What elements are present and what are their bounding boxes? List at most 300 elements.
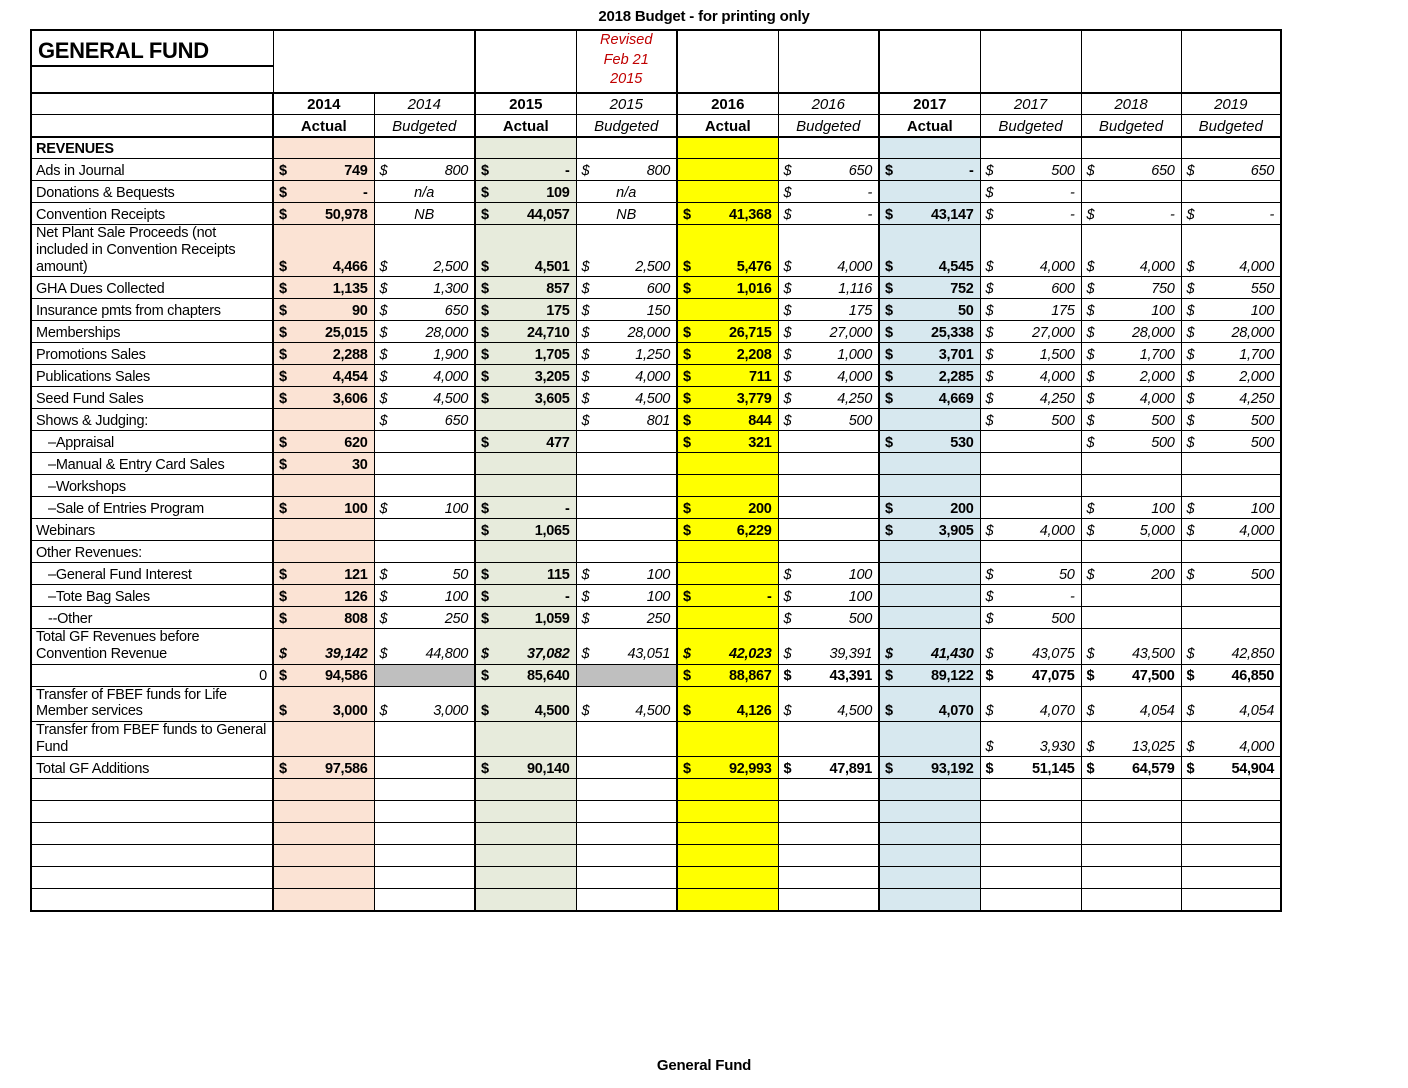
cell-value: 100: [444, 588, 468, 605]
currency-symbol: $: [379, 566, 388, 583]
currency-symbol: $: [279, 184, 287, 201]
currency-cell: [678, 391, 778, 409]
cell-value: 46,850: [1231, 667, 1274, 684]
col-kind-2016-actual: Actual: [677, 115, 778, 137]
empty-cell: [980, 845, 1081, 867]
cell-value: 13,025: [1131, 738, 1175, 755]
cell-value: 90: [351, 302, 368, 319]
currency-symbol: $: [1086, 162, 1095, 179]
table-cell: [273, 757, 374, 779]
row-label-text: –Tote Bag Sales: [48, 588, 150, 605]
cell-value: 50: [452, 566, 468, 583]
currency-cell: [1182, 739, 1281, 757]
table-cell: [1081, 225, 1181, 277]
cell-value: 1,116: [838, 280, 872, 297]
table-cell: [576, 299, 677, 321]
currency-symbol: $: [279, 346, 287, 363]
table-row: [31, 497, 1281, 519]
table-row: [31, 321, 1281, 343]
row-label-text: Ads in Journal: [36, 162, 125, 179]
currency-symbol: $: [985, 184, 994, 201]
currency-symbol: $: [379, 162, 388, 179]
table-cell: [879, 563, 980, 585]
currency-symbol: $: [1086, 206, 1095, 223]
table-cell: [980, 664, 1081, 686]
cell-value: 500: [1250, 566, 1274, 583]
currency-symbol: $: [683, 258, 691, 275]
cell-value: 600: [1051, 280, 1075, 297]
currency-symbol: $: [885, 280, 893, 297]
empty-cell: [273, 823, 374, 845]
currency-cell: [375, 281, 475, 299]
cell-value: 100: [848, 566, 872, 583]
table-cell: [374, 203, 475, 225]
table-cell: [273, 321, 374, 343]
table-cell: [1181, 159, 1281, 181]
currency-cell: [880, 163, 980, 181]
table-cell: [677, 686, 778, 721]
currency-cell: [1182, 761, 1281, 779]
cell-value: 500: [1151, 434, 1175, 451]
currency-cell: [1182, 303, 1281, 321]
currency-cell: [981, 413, 1081, 431]
currency-symbol: $: [885, 258, 893, 275]
cell-value: 64,579: [1131, 760, 1175, 777]
currency-symbol: $: [1086, 324, 1095, 341]
currency-cell: [1082, 567, 1181, 585]
cell-value: 39,391: [829, 645, 872, 662]
table-row: [31, 299, 1281, 321]
currency-symbol: $: [581, 302, 590, 319]
table-cell: [1181, 365, 1281, 387]
table-row: [31, 225, 1281, 277]
currency-symbol: $: [1186, 412, 1195, 429]
table-cell: [980, 203, 1081, 225]
currency-symbol: $: [683, 368, 691, 385]
cell-value: -: [362, 184, 368, 201]
table-row: [31, 721, 1281, 756]
table-cell: [1081, 629, 1181, 664]
cell-value: 200: [1151, 566, 1175, 583]
currency-cell: [476, 303, 576, 321]
table-row: [31, 277, 1281, 299]
cell-value: 100: [344, 500, 368, 517]
currency-symbol: $: [985, 324, 994, 341]
table-cell: [475, 607, 576, 629]
currency-cell: [1182, 435, 1281, 453]
currency-symbol: $: [683, 324, 691, 341]
currency-cell: [274, 207, 374, 225]
currency-cell: [375, 325, 475, 343]
table-cell: [778, 585, 879, 607]
empty-row: [31, 889, 1281, 911]
cell-value: -: [564, 588, 570, 605]
currency-cell: [274, 325, 374, 343]
column-year-header-row: [31, 93, 1281, 115]
currency-cell: [1082, 369, 1181, 387]
col-kind-2017-budgeted: Budgeted: [980, 115, 1081, 137]
table-cell: [980, 343, 1081, 365]
currency-symbol: $: [1086, 258, 1095, 275]
currency-symbol: $: [481, 760, 489, 777]
cell-value: 550: [1250, 280, 1274, 297]
currency-cell: [678, 281, 778, 299]
row-label-cell: [31, 721, 273, 756]
currency-symbol: $: [885, 302, 893, 319]
cell-value: 500: [848, 412, 872, 429]
currency-symbol: $: [581, 390, 590, 407]
empty-cell: [475, 779, 576, 801]
currency-symbol: $: [581, 645, 590, 662]
table-cell: [1181, 343, 1281, 365]
row-label-text: Memberships: [36, 324, 121, 341]
row-label-cell: [31, 475, 273, 497]
empty-cell: [778, 779, 879, 801]
empty-cell: [1081, 845, 1181, 867]
currency-cell: [880, 523, 980, 541]
cell-value: 500: [1051, 610, 1075, 627]
row-label-text: Shows & Judging:: [36, 412, 149, 429]
cell-value: 26,715: [728, 324, 772, 341]
table-cell: [576, 563, 677, 585]
table-cell: [374, 721, 475, 756]
currency-cell: [779, 567, 879, 585]
currency-symbol: $: [379, 390, 388, 407]
cell-value: 43,051: [627, 645, 670, 662]
table-cell: [778, 431, 879, 453]
currency-symbol: $: [1186, 324, 1195, 341]
table-cell: [273, 409, 374, 431]
cell-value: 100: [646, 566, 670, 583]
currency-cell: [779, 347, 879, 365]
cell-value: 2,500: [635, 258, 670, 275]
currency-symbol: $: [1186, 566, 1195, 583]
row-label-text: Webinars: [36, 522, 95, 539]
currency-symbol: $: [683, 645, 691, 662]
currency-symbol: $: [683, 522, 691, 539]
currency-cell: [678, 435, 778, 453]
currency-cell: [981, 347, 1081, 365]
table-cell: [677, 629, 778, 664]
cell-value: 27,000: [1031, 324, 1075, 341]
currency-cell: [1182, 163, 1281, 181]
empty-cell: [1081, 889, 1181, 911]
currency-symbol: $: [581, 610, 590, 627]
currency-symbol: $: [1086, 412, 1095, 429]
empty-cell: [576, 845, 677, 867]
row-label-cell: [31, 299, 273, 321]
table-cell: [1081, 686, 1181, 721]
cell-value: 4,054: [1139, 703, 1175, 720]
table-cell: [475, 475, 576, 497]
currency-cell: [1082, 739, 1181, 757]
table-cell: [374, 277, 475, 299]
cell-value: 4,000: [1239, 258, 1274, 275]
kind-header-blank: [31, 115, 273, 137]
table-cell: [1081, 585, 1181, 607]
currency-cell: [981, 281, 1081, 299]
table-cell: [879, 225, 980, 277]
table-row: [31, 585, 1281, 607]
table-cell: [576, 519, 677, 541]
currency-cell: [779, 589, 879, 607]
currency-cell: [476, 523, 576, 541]
currency-symbol: $: [481, 703, 489, 720]
currency-symbol: $: [985, 346, 994, 363]
currency-symbol: $: [885, 645, 893, 662]
table-cell: [879, 497, 980, 519]
table-cell: [980, 159, 1081, 181]
currency-symbol: $: [1186, 390, 1195, 407]
empty-cell: [1181, 867, 1281, 889]
table-cell: [1181, 181, 1281, 203]
cell-value: 4,669: [938, 390, 974, 407]
currency-symbol: $: [581, 566, 590, 583]
header-blank-f: [980, 30, 1081, 93]
empty-row-label: [31, 801, 273, 823]
currency-cell: [476, 435, 576, 453]
cell-value: 4,000: [635, 368, 670, 385]
currency-cell: [375, 589, 475, 607]
cell-text: n/a: [616, 185, 637, 202]
cell-value: 4,545: [938, 258, 974, 275]
table-cell: [475, 519, 576, 541]
cell-value: 4,000: [1239, 522, 1274, 539]
row-label-text: Publications Sales: [36, 368, 150, 385]
section-fill-2016a: [677, 137, 778, 159]
empty-cell: [1081, 779, 1181, 801]
table-cell: [879, 431, 980, 453]
currency-symbol: $: [783, 703, 792, 720]
table-cell: [1181, 225, 1281, 277]
currency-cell: [1182, 281, 1281, 299]
table-cell: [879, 409, 980, 431]
cell-value: 2,000: [1139, 368, 1175, 385]
currency-symbol: $: [1086, 667, 1095, 684]
currency-cell: [476, 703, 576, 721]
currency-cell: [880, 207, 980, 225]
currency-cell: [1182, 413, 1281, 431]
empty-cell: [980, 801, 1081, 823]
currency-symbol: $: [1186, 258, 1195, 275]
section-fill-2016b: [778, 137, 879, 159]
empty-cell: [879, 867, 980, 889]
cell-value: 620: [344, 434, 368, 451]
currency-symbol: $: [783, 566, 792, 583]
table-cell: [1181, 453, 1281, 475]
currency-symbol: $: [1086, 280, 1095, 297]
empty-cell: [879, 779, 980, 801]
cell-value: 126: [344, 588, 368, 605]
table-cell: [273, 585, 374, 607]
table-cell: [778, 629, 879, 664]
cell-value: -: [867, 184, 872, 201]
table-cell: [980, 757, 1081, 779]
empty-row: [31, 823, 1281, 845]
cell-value: 1,000: [837, 346, 872, 363]
currency-cell: [779, 163, 879, 181]
currency-cell: [779, 207, 879, 225]
empty-cell: [1181, 845, 1281, 867]
cell-value: 4,000: [433, 368, 468, 385]
row-label-text: Seed Fund Sales: [36, 390, 144, 407]
currency-symbol: $: [885, 522, 893, 539]
table-cell: [374, 475, 475, 497]
cell-value: 24,710: [526, 324, 570, 341]
currency-symbol: $: [885, 434, 893, 451]
currency-cell: [375, 259, 475, 277]
table-cell: [273, 365, 374, 387]
currency-symbol: $: [379, 324, 388, 341]
row-label-cell: [31, 541, 273, 563]
currency-symbol: $: [481, 346, 489, 363]
row-label-text: Other Revenues:: [36, 544, 142, 561]
cell-value: 47,500: [1131, 667, 1175, 684]
table-cell: [374, 365, 475, 387]
cell-value: 2,000: [1239, 368, 1274, 385]
table-cell: [1181, 387, 1281, 409]
table-cell: [374, 159, 475, 181]
currency-cell: [274, 259, 374, 277]
currency-cell: [1082, 646, 1181, 664]
currency-cell: [1182, 703, 1281, 721]
currency-cell: [1182, 646, 1281, 664]
currency-symbol: $: [1186, 500, 1195, 517]
cell-value: 4,054: [1239, 703, 1274, 720]
currency-cell: [375, 501, 475, 519]
currency-cell: [779, 185, 879, 203]
currency-cell: [678, 347, 778, 365]
table-cell: [1081, 563, 1181, 585]
row-label-cell: [31, 277, 273, 299]
empty-row-label: [31, 823, 273, 845]
cell-value: 750: [1151, 280, 1175, 297]
currency-symbol: $: [783, 368, 792, 385]
table-cell: [1081, 387, 1181, 409]
table-cell: [1081, 757, 1181, 779]
currency-symbol: $: [783, 302, 792, 319]
cell-value: -: [1269, 206, 1274, 223]
currency-cell: [880, 347, 980, 365]
document-footer-title: General Fund: [656, 1057, 752, 1074]
currency-symbol: $: [683, 390, 691, 407]
cell-value: 801: [646, 412, 670, 429]
currency-symbol: $: [985, 522, 994, 539]
cell-value: 175: [546, 302, 570, 319]
currency-symbol: $: [1086, 390, 1095, 407]
table-cell: [1081, 409, 1181, 431]
currency-cell: [476, 347, 576, 365]
cell-value: 530: [950, 434, 974, 451]
empty-cell: [778, 889, 879, 911]
empty-cell: [879, 801, 980, 823]
table-cell: [980, 541, 1081, 563]
col-kind-2019-budgeted: Budgeted: [1181, 115, 1281, 137]
row-label-cell: [31, 365, 273, 387]
currency-symbol: $: [783, 760, 792, 777]
currency-symbol: $: [985, 703, 994, 720]
col-year-2015-actual: 2015: [475, 93, 576, 115]
table-cell: [677, 159, 778, 181]
row-label-text: GHA Dues Collected: [36, 280, 165, 297]
col-year-2019-budgeted: 2019: [1181, 93, 1281, 115]
table-cell: [475, 431, 576, 453]
currency-cell: [1082, 325, 1181, 343]
table-cell: [475, 277, 576, 299]
currency-symbol: $: [481, 500, 489, 517]
table-cell: [1181, 686, 1281, 721]
table-cell: [576, 757, 677, 779]
currency-symbol: $: [581, 258, 590, 275]
table-cell: [576, 686, 677, 721]
empty-cell: [273, 889, 374, 911]
cell-value: 711: [749, 368, 772, 385]
empty-row-label: [31, 779, 273, 801]
cell-value: 30: [351, 456, 368, 473]
revised-note-cell: [576, 30, 677, 93]
currency-cell: [1082, 259, 1181, 277]
currency-cell: [1082, 347, 1181, 365]
table-cell: [374, 541, 475, 563]
col-kind-2018-budgeted: Budgeted: [1081, 115, 1181, 137]
currency-symbol: $: [985, 645, 994, 662]
empty-cell: [576, 823, 677, 845]
document-header-title: 2018 Budget - for printing only: [598, 8, 810, 25]
currency-cell: [678, 501, 778, 519]
table-cell: [273, 686, 374, 721]
cell-value: 50: [957, 302, 974, 319]
currency-cell: [476, 668, 576, 686]
cell-value: 28,000: [425, 324, 468, 341]
cell-value: 43,500: [1131, 645, 1175, 662]
cell-value: 28,000: [1131, 324, 1175, 341]
currency-cell: [981, 523, 1081, 541]
table-cell: [475, 497, 576, 519]
currency-symbol: $: [1186, 280, 1195, 297]
table-cell: [273, 519, 374, 541]
currency-cell: [678, 207, 778, 225]
currency-symbol: $: [279, 390, 287, 407]
cell-value: 650: [848, 162, 872, 179]
col-kind-2015-actual: Actual: [475, 115, 576, 137]
cell-value: 4,000: [1139, 258, 1175, 275]
currency-symbol: $: [885, 703, 893, 720]
table-cell: [475, 321, 576, 343]
cell-value: -: [867, 206, 872, 223]
cell-value: 250: [444, 610, 468, 627]
table-cell: [1181, 203, 1281, 225]
currency-cell: [1082, 703, 1181, 721]
cell-value: 92,993: [728, 760, 772, 777]
cell-value: 749: [344, 162, 368, 179]
cell-value: 94,586: [324, 667, 368, 684]
table-cell: [677, 563, 778, 585]
currency-symbol: $: [279, 434, 287, 451]
table-cell: [475, 629, 576, 664]
table-cell: [1081, 299, 1181, 321]
currency-symbol: $: [985, 162, 994, 179]
currency-cell: [1082, 523, 1181, 541]
cell-value: 752: [950, 280, 974, 297]
table-cell: [374, 181, 475, 203]
table-cell: [778, 203, 879, 225]
currency-cell: [981, 589, 1081, 607]
table-cell: [677, 541, 778, 563]
cell-value: 4,250: [1239, 390, 1274, 407]
table-cell: [374, 585, 475, 607]
table-row: [31, 475, 1281, 497]
col-year-2016-budgeted: 2016: [778, 93, 879, 115]
